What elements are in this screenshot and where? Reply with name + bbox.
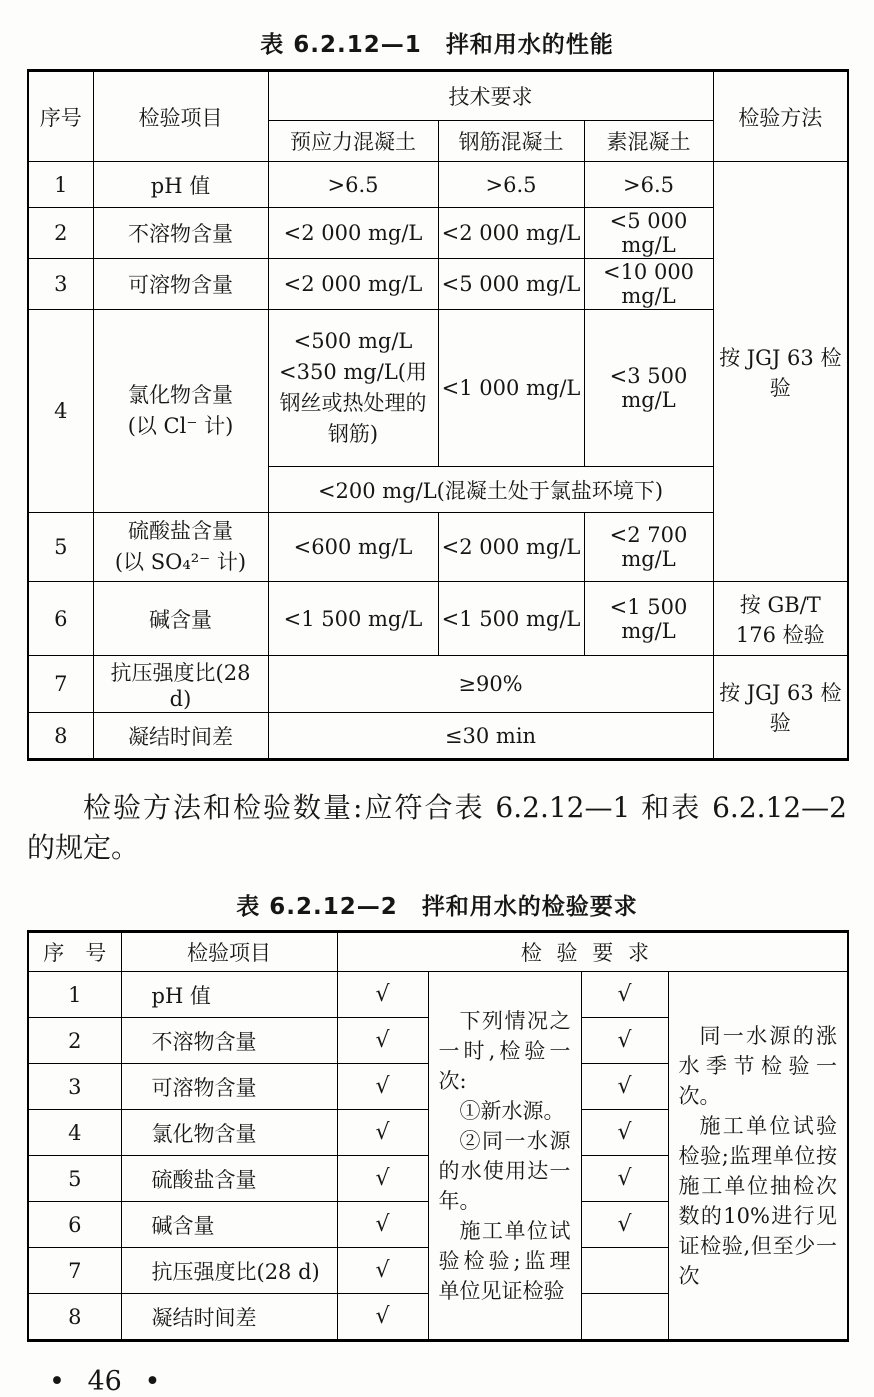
- cell-item: 不溶物含量: [93, 208, 268, 259]
- cell-value: <10 000 mg/L: [584, 259, 713, 310]
- cell-value: <1 500 mg/L: [268, 582, 438, 656]
- cell-item: 氯化物含量: [121, 1110, 337, 1156]
- cell-seq: 7: [28, 1248, 121, 1294]
- cell-seq: 5: [28, 1156, 121, 1202]
- cell-seq: 8: [28, 713, 93, 760]
- item-line: 硫酸盐含量: [128, 519, 233, 543]
- middle-note-cell: [428, 972, 581, 1341]
- cell-item: 碱含量: [93, 582, 268, 656]
- table1-mixing-water-performance: [27, 69, 849, 761]
- checkmark-cell: √: [337, 1248, 428, 1294]
- table2-inspection-requirements: [27, 930, 849, 1342]
- cell-value: <5 000 mg/L: [438, 259, 584, 310]
- checkmark-cell: [581, 1294, 668, 1341]
- cell-seq: 2: [28, 208, 93, 259]
- cell-seq: 5: [28, 513, 93, 582]
- cell-seq: 1: [28, 972, 121, 1018]
- item-line: (以 SO₄²⁻ 计): [114, 550, 247, 574]
- paragraph-line: 的规定。: [27, 831, 140, 864]
- cell-item: 可溶物含量: [121, 1064, 337, 1110]
- checkmark-cell: √: [337, 1156, 428, 1202]
- cell-value: <2 000 mg/L: [438, 513, 584, 582]
- cell-item: [93, 310, 268, 513]
- col-header-requirements: 检验要求: [337, 932, 848, 972]
- col-header-seq: 序号: [28, 71, 93, 162]
- cell-item: 碱含量: [121, 1202, 337, 1248]
- cell-item: 不溶物含量: [121, 1018, 337, 1064]
- note-paragraph: 同一水源的涨水季节检验一次。: [678, 1023, 837, 1108]
- note-paragraph: ②同一水源的水使用达一年。: [438, 1128, 571, 1213]
- col-header-prestressed-concrete: 预应力混凝土: [268, 121, 438, 162]
- cell-value: >6.5: [268, 162, 438, 208]
- checkmark-cell: √: [337, 1202, 428, 1248]
- note-paragraph: 下列情况之一时,检验一次:: [438, 1008, 571, 1093]
- col-header-item: 检验项目: [93, 71, 268, 162]
- cell-seq: 3: [28, 259, 93, 310]
- table-row-ph: [28, 162, 848, 208]
- cell-seq: 7: [28, 656, 93, 713]
- col-header-reinforced-concrete: 钢筋混凝土: [438, 121, 584, 162]
- cell-value: <1 500 mg/L: [584, 582, 713, 656]
- col-header-seq: 序 号: [28, 932, 121, 972]
- col-header-tech-requirements: 技术要求: [268, 71, 713, 121]
- value-line: <500 mg/L: [293, 329, 413, 353]
- table-row-alkali: [28, 582, 848, 656]
- col-header-plain-concrete: 素混凝土: [584, 121, 713, 162]
- cell-method-jgj63: 按 JGJ 63 检验: [713, 656, 848, 760]
- item-line: (以 Cl⁻ 计): [127, 414, 234, 438]
- cell-item: pH 值: [93, 162, 268, 208]
- col-header-item: 检验项目: [121, 932, 337, 972]
- cell-value: <1 000 mg/L: [438, 310, 584, 467]
- cell-item: 抗压强度比(28 d): [93, 656, 268, 713]
- cell-item: 凝结时间差: [121, 1294, 337, 1341]
- cell-seq: 4: [28, 1110, 121, 1156]
- cell-item: 可溶物含量: [93, 259, 268, 310]
- cell-item: [93, 513, 268, 582]
- cell-value: >6.5: [438, 162, 584, 208]
- cell-value: >6.5: [584, 162, 713, 208]
- checkmark-cell: √: [581, 1064, 668, 1110]
- cell-value: <600 mg/L: [268, 513, 438, 582]
- cell-value: [268, 310, 438, 467]
- cell-item: pH 值: [121, 972, 337, 1018]
- cell-item: 抗压强度比(28 d): [121, 1248, 337, 1294]
- cell-seq: 4: [28, 310, 93, 513]
- cell-value: <2 000 mg/L: [268, 208, 438, 259]
- value-line: <350 mg/L(用钢丝或热处理的钢筋): [279, 360, 427, 446]
- cell-seq: 8: [28, 1294, 121, 1341]
- checkmark-cell: √: [581, 1018, 668, 1064]
- cell-item: 硫酸盐含量: [121, 1156, 337, 1202]
- cell-value: <2 000 mg/L: [438, 208, 584, 259]
- note-paragraph: 施工单位试验检验;监理单位见证检验: [438, 1218, 571, 1303]
- item-line: 氯化物含量: [128, 383, 233, 407]
- cell-seq: 2: [28, 1018, 121, 1064]
- body-paragraph: [27, 788, 847, 868]
- right-note-cell: [668, 972, 848, 1341]
- cell-value: <5 000 mg/L: [584, 208, 713, 259]
- table2-title: 表 6.2.12—2 拌和用水的检验要求: [236, 894, 638, 920]
- checkmark-cell: √: [337, 1064, 428, 1110]
- checkmark-cell: [581, 1248, 668, 1294]
- cell-value-span: <200 mg/L(混凝土处于氯盐环境下): [268, 467, 713, 513]
- col-header-method: 检验方法: [713, 71, 848, 162]
- cell-value: <3 500 mg/L: [584, 310, 713, 467]
- cell-value-span: ≥90%: [268, 656, 713, 713]
- table-row-ph: [28, 972, 848, 1018]
- checkmark-cell: √: [337, 1018, 428, 1064]
- note-paragraph: 施工单位试验检验;监理单位按施工单位抽检次数的10%进行见证检验,但至少一次: [678, 1113, 837, 1288]
- checkmark-cell: √: [581, 1202, 668, 1248]
- cell-seq: 6: [28, 582, 93, 656]
- cell-method-jgj63: 按 JGJ 63 检验: [713, 162, 848, 582]
- cell-seq: 3: [28, 1064, 121, 1110]
- checkmark-cell: √: [337, 1294, 428, 1341]
- page-number: • 46 •: [49, 1366, 161, 1397]
- cell-seq: 1: [28, 162, 93, 208]
- table1-title: 表 6.2.12—1 拌和用水的性能: [260, 32, 614, 58]
- cell-item: 凝结时间差: [93, 713, 268, 760]
- table-header-row: [28, 71, 848, 121]
- checkmark-cell: √: [337, 1110, 428, 1156]
- paragraph-line: 检验方法和检验数量:应符合表 6.2.12—1 和表 6.2.12—2: [83, 791, 847, 824]
- checkmark-cell: √: [581, 1156, 668, 1202]
- cell-value: <2 700 mg/L: [584, 513, 713, 582]
- checkmark-cell: √: [337, 972, 428, 1018]
- cell-value: <1 500 mg/L: [438, 582, 584, 656]
- checkmark-cell: √: [581, 1110, 668, 1156]
- table-row-compressive-ratio: [28, 656, 848, 713]
- table-header-row: [28, 932, 848, 972]
- cell-value: <2 000 mg/L: [268, 259, 438, 310]
- checkmark-cell: √: [581, 972, 668, 1018]
- cell-value-span: ≤30 min: [268, 713, 713, 760]
- note-paragraph: ①新水源。: [459, 1098, 565, 1123]
- cell-seq: 6: [28, 1202, 121, 1248]
- cell-method-gbt176: 按 GB/T 176 检验: [713, 582, 848, 656]
